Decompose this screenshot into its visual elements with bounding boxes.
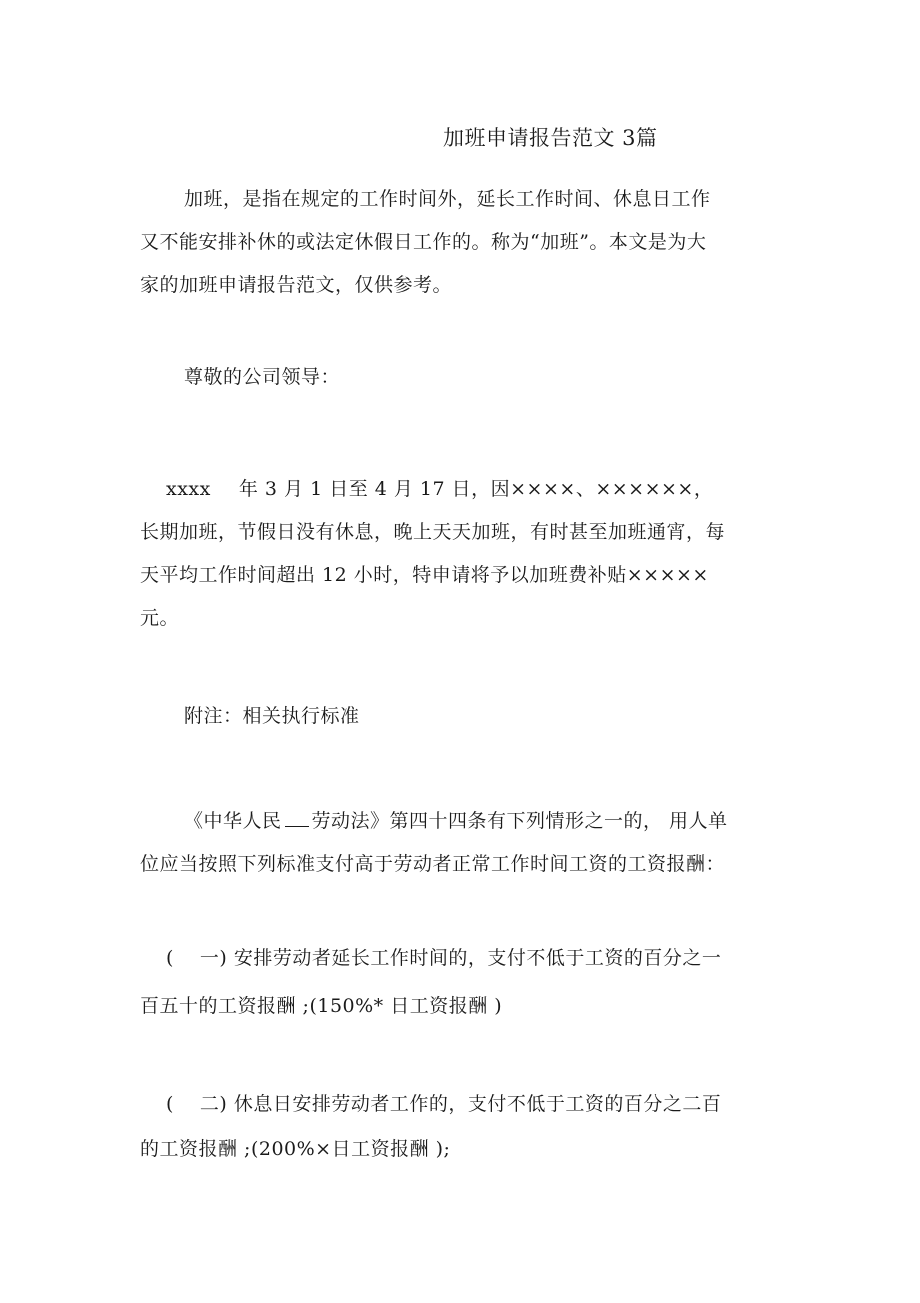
appendix-paragraph xyxy=(140,695,755,738)
intro-line-1: 加班，是指在规定的工作时间外，延长工作时间、休息日工作 xyxy=(184,188,711,210)
item-2-paragraph xyxy=(140,1083,755,1171)
item-1-line-1 xyxy=(140,937,755,980)
salutation: 尊敬的公司领导： xyxy=(184,366,341,388)
item-1-line-2: 百五十的工资报酬 ;(150%* 日工资报酬 ) xyxy=(140,995,503,1017)
item-2-line-2: 的工资报酬 ;(200%×日工资报酬 ); xyxy=(140,1138,451,1160)
document-title: 加班申请报告范文 3篇 xyxy=(443,126,658,150)
body-line-2: 长期加班，节假日没有休息，晚上天天加班，有时甚至加班通宵，每 xyxy=(140,521,726,543)
item-1-paren: ( xyxy=(166,947,174,969)
body-line-4: 元。 xyxy=(140,607,180,629)
body-line-3: 天平均工作时间超出 12 小时，特申请将予以加班费补贴××××× xyxy=(140,564,709,586)
body-line-1-rest: 年 3 月 1 日至 4 月 17 日，因××××、××××××， xyxy=(238,478,714,500)
fill-in-blank xyxy=(285,812,309,827)
intro-paragraph xyxy=(140,178,755,307)
item-2-line-1 xyxy=(140,1083,755,1126)
law-part-2: 劳动法》第四十四条有下列情形之一的， 用人单 xyxy=(311,810,728,832)
intro-line-2: 又不能安排补休的或法定休假日工作的。称为“加班”。本文是为大 xyxy=(140,231,707,253)
law-line-2: 位应当按照下列标准支付高于劳动者正常工作时间工资的工资报酬： xyxy=(140,853,726,875)
item-1-paragraph xyxy=(140,937,755,1028)
year-placeholder: xxxx xyxy=(166,478,211,500)
item-2-text: 二) 休息日安排劳动者工作的，支付不低于工资的百分之二百 xyxy=(199,1093,722,1115)
appendix-title: 附注：相关执行标准 xyxy=(184,705,360,727)
body-paragraph xyxy=(140,468,755,640)
intro-line-3: 家的加班申请报告范文，仅供参考。 xyxy=(140,274,453,296)
item-1-text: 一) 安排劳动者延长工作时间的，支付不低于工资的百分之一 xyxy=(199,947,722,969)
law-part-1: 《中华人民 xyxy=(184,810,282,832)
body-line-1 xyxy=(140,468,755,511)
item-2-paren: ( xyxy=(166,1093,174,1115)
law-paragraph xyxy=(140,800,755,886)
salutation-paragraph xyxy=(140,356,755,399)
law-line-1 xyxy=(140,800,755,843)
